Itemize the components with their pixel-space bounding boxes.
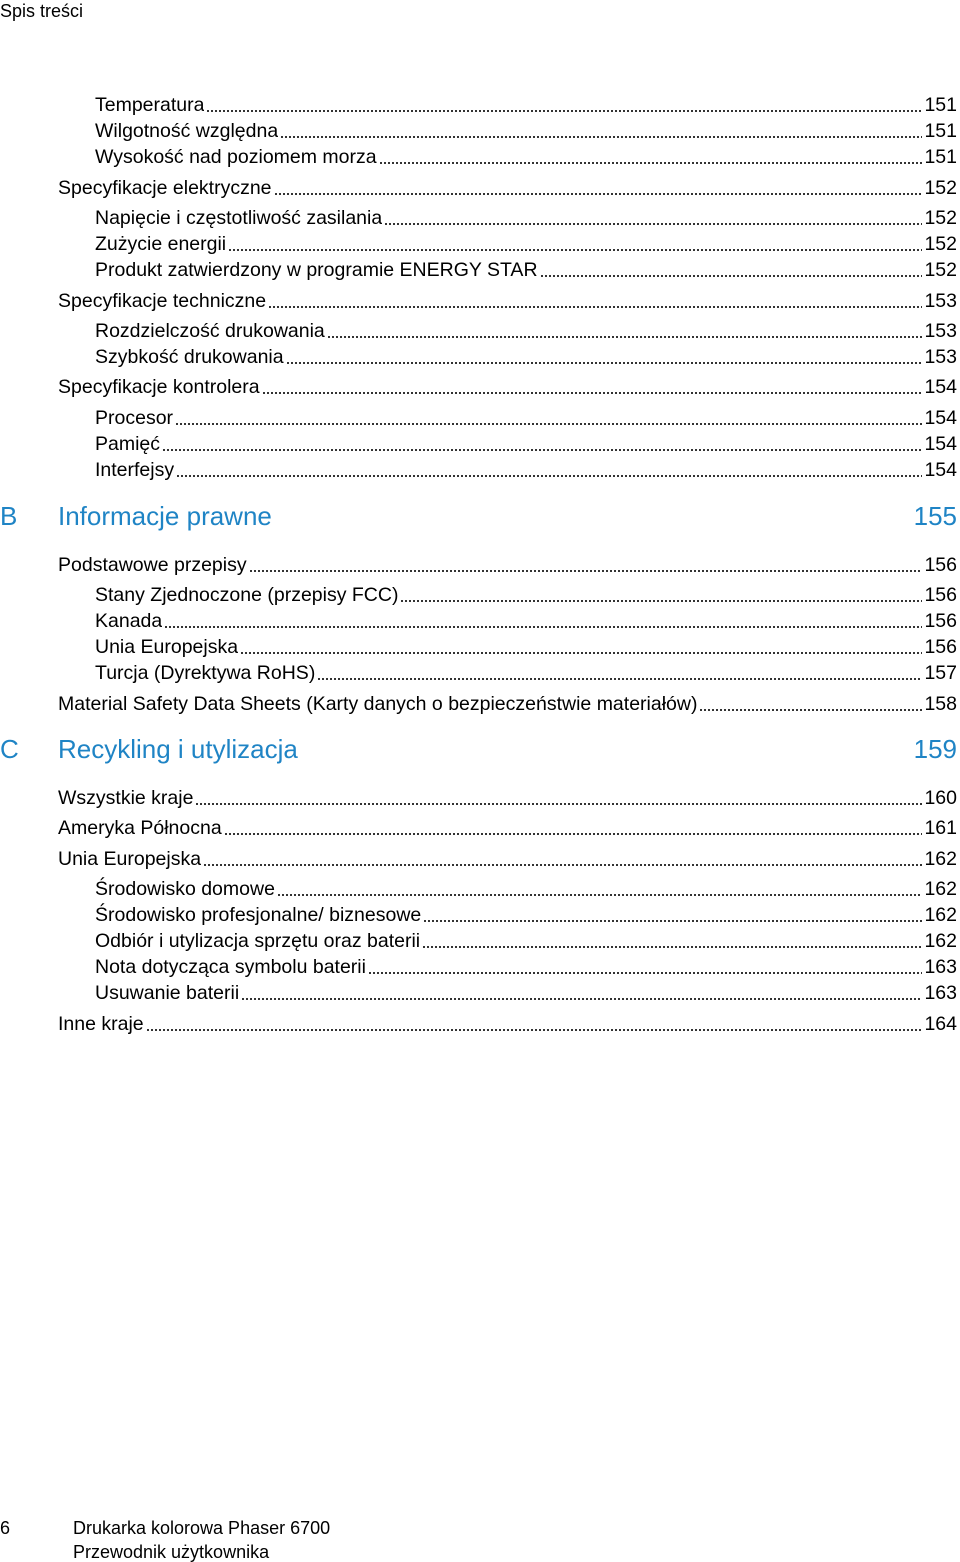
toc-entry-title: Turcja (Dyrektywa RoHS) (95, 662, 316, 684)
dot-leader (277, 894, 923, 896)
toc-entry-rozdzielczosc[interactable] (95, 318, 957, 344)
toc-entry-title: Specyfikacje techniczne (58, 290, 267, 312)
toc-entry-page: 154 (924, 433, 957, 455)
toc-entry-title: Rozdzielczość drukowania (95, 320, 325, 342)
toc-entry-specyfikacje-techniczne[interactable] (58, 288, 957, 314)
chapter-letter: B (0, 501, 18, 531)
dot-leader (162, 449, 922, 451)
toc-entry-zuzycie-energii[interactable] (95, 231, 957, 257)
toc-entry-title: Wszystkie kraje (58, 787, 194, 809)
toc-entry-page: 162 (924, 848, 957, 870)
toc-entry-energy-star[interactable] (95, 257, 957, 283)
footer-page-number: 6 (0, 1518, 11, 1538)
toc-entry-page: 162 (924, 930, 957, 952)
dot-leader (327, 336, 923, 338)
toc-entry-page: 153 (924, 346, 957, 368)
dot-leader (206, 110, 922, 112)
toc-entry-pamiec[interactable] (95, 431, 957, 457)
toc-entry-page: 156 (924, 636, 957, 658)
toc-entry-podstawowe-przepisy[interactable] (58, 552, 957, 578)
toc-entry-wszystkie-kraje[interactable] (58, 785, 957, 811)
chapter-page: 155 (913, 501, 957, 531)
toc-entry-kanada[interactable] (95, 608, 957, 634)
dot-leader (203, 864, 922, 866)
toc-entry-page: 164 (924, 1013, 957, 1035)
dot-leader (240, 652, 922, 654)
running-header-title: Spis treści (0, 1, 84, 21)
toc-entry-title: Nota dotycząca symbolu baterii (95, 956, 366, 978)
toc-entry-page: 163 (924, 956, 957, 978)
toc-chapter-b[interactable] (0, 500, 957, 532)
dot-leader (176, 475, 922, 477)
dot-leader (384, 223, 922, 225)
toc-entry-procesor[interactable] (95, 405, 957, 431)
dot-leader (268, 306, 922, 308)
dot-leader (400, 600, 922, 602)
dot-leader (699, 709, 922, 711)
dot-leader (317, 678, 922, 680)
dot-leader (228, 249, 922, 251)
toc-entry-title: Procesor (95, 407, 174, 429)
toc-entry-szybkosc[interactable] (95, 344, 957, 370)
toc-entry-material-safety[interactable] (58, 691, 957, 717)
toc-entry-title: Specyfikacje elektryczne (58, 177, 272, 199)
dot-leader (195, 803, 922, 805)
toc-entry-turcja[interactable] (95, 660, 957, 686)
toc-entry-page: 151 (924, 120, 957, 142)
toc-entry-title: Szybkość drukowania (95, 346, 284, 368)
dot-leader (423, 920, 922, 922)
toc-entry-title: Wysokość nad poziomem morza (95, 146, 377, 168)
toc-entry-title: Specyfikacje kontrolera (58, 376, 260, 398)
toc-entry-page: 154 (924, 407, 957, 429)
dot-leader (368, 972, 922, 974)
toc-entry-srodowisko-profesjonalne[interactable] (95, 902, 957, 928)
dot-leader (164, 626, 922, 628)
toc-entry-title: Interfejsy (95, 459, 175, 481)
toc-entry-page: 160 (924, 787, 957, 809)
footer-line-product: Drukarka kolorowa Phaser 6700 (73, 1518, 331, 1538)
toc-entry-page: 156 (924, 584, 957, 606)
toc-entry-title: Środowisko domowe (95, 878, 275, 900)
toc-entry-page: 154 (924, 459, 957, 481)
toc-entry-unia-europejska-1[interactable] (95, 634, 957, 660)
toc-entry-title: Napięcie i częstotliwość zasilania (95, 207, 383, 229)
toc-entry-napiecie[interactable] (95, 205, 957, 231)
toc-entry-interfejsy[interactable] (95, 457, 957, 483)
toc-entry-title: Odbiór i utylizacja sprzętu oraz baterii (95, 930, 421, 952)
dot-leader (280, 136, 922, 138)
toc-entry-page: 161 (924, 817, 957, 839)
chapter-page: 159 (913, 734, 957, 764)
toc-entry-title: Pamięć (95, 433, 161, 455)
toc-entry-nota-baterii[interactable] (95, 954, 957, 980)
toc-entry-stany-zjednoczone[interactable] (95, 582, 957, 608)
chapter-title: Recykling i utylizacja (58, 734, 298, 764)
toc-entry-page: 156 (924, 610, 957, 632)
dot-leader (379, 162, 923, 164)
toc-entry-odbior-utylizacja[interactable] (95, 928, 957, 954)
toc-entry-page: 152 (924, 259, 957, 281)
footer-line-guide: Przewodnik użytkownika (73, 1542, 270, 1562)
toc-entry-specyfikacje-kontrolera[interactable] (58, 374, 957, 400)
dot-leader (274, 193, 923, 195)
toc-entry-srodowisko-domowe[interactable] (95, 876, 957, 902)
running-header (0, 0, 83, 22)
chapter-letter: C (0, 734, 19, 764)
toc-entry-page: 158 (924, 693, 957, 715)
dot-leader (286, 362, 923, 364)
toc-entry-unia-europejska-2[interactable] (58, 846, 957, 872)
dot-leader (249, 570, 923, 572)
toc-entry-title: Zużycie energii (95, 233, 227, 255)
toc-entry-page: 152 (924, 177, 957, 199)
toc-entry-title: Material Safety Data Sheets (Karty danych o bezpieczeństwie materiałów) (58, 693, 698, 715)
dot-leader (175, 423, 922, 425)
dot-leader (422, 946, 922, 948)
toc-entry-page: 157 (924, 662, 957, 684)
toc-entry-specyfikacje-elektryczne[interactable] (58, 175, 957, 201)
toc-chapter-c[interactable] (0, 733, 957, 765)
toc-entry-page: 156 (924, 554, 957, 576)
toc-entry-page: 153 (924, 290, 957, 312)
toc-entry-usuwanie-baterii[interactable] (95, 980, 957, 1006)
toc-entry-page: 151 (924, 146, 957, 168)
toc-entry-title: Ameryka Północna (58, 817, 222, 839)
toc-entry-page: 151 (924, 94, 957, 116)
toc-entry-title: Środowisko profesjonalne/ biznesowe (95, 904, 422, 926)
dot-leader (146, 1029, 923, 1031)
toc-entry-title: Unia Europejska (95, 636, 239, 658)
toc-entry-title: Stany Zjednoczone (przepisy FCC) (95, 584, 399, 606)
toc-entry-title: Unia Europejska (58, 848, 202, 870)
toc-entry-page: 152 (924, 207, 957, 229)
dot-leader (540, 275, 923, 277)
toc-entry-page: 153 (924, 320, 957, 342)
toc-entry-page: 154 (924, 376, 957, 398)
footer-document-title (73, 1516, 330, 1562)
toc-entry-title: Inne kraje (58, 1013, 144, 1035)
toc-entry-inne-kraje[interactable] (58, 1011, 957, 1037)
toc-entry-title: Podstawowe przepisy (58, 554, 247, 576)
toc-entry-title: Produkt zatwierdzony w programie ENERGY STAR (95, 259, 538, 281)
dot-leader (224, 833, 923, 835)
toc-entry-page: 162 (924, 878, 957, 900)
toc-entry-ameryka-polnocna[interactable] (58, 815, 957, 841)
toc-entry-title: Wilgotność względna (95, 120, 279, 142)
toc-entry-page: 163 (924, 982, 957, 1004)
dot-leader (262, 392, 923, 394)
toc-entry-temperatura[interactable] (95, 92, 957, 118)
toc-entry-wilgotnosc[interactable] (95, 118, 957, 144)
toc-entry-wysokosc[interactable] (95, 144, 957, 170)
toc-entry-title: Usuwanie baterii (95, 982, 240, 1004)
toc-entry-page: 162 (924, 904, 957, 926)
chapter-title: Informacje prawne (58, 501, 272, 531)
toc-entry-title: Temperatura (95, 94, 205, 116)
dot-leader (241, 998, 922, 1000)
toc-entry-title: Kanada (95, 610, 163, 632)
toc-entry-page: 152 (924, 233, 957, 255)
